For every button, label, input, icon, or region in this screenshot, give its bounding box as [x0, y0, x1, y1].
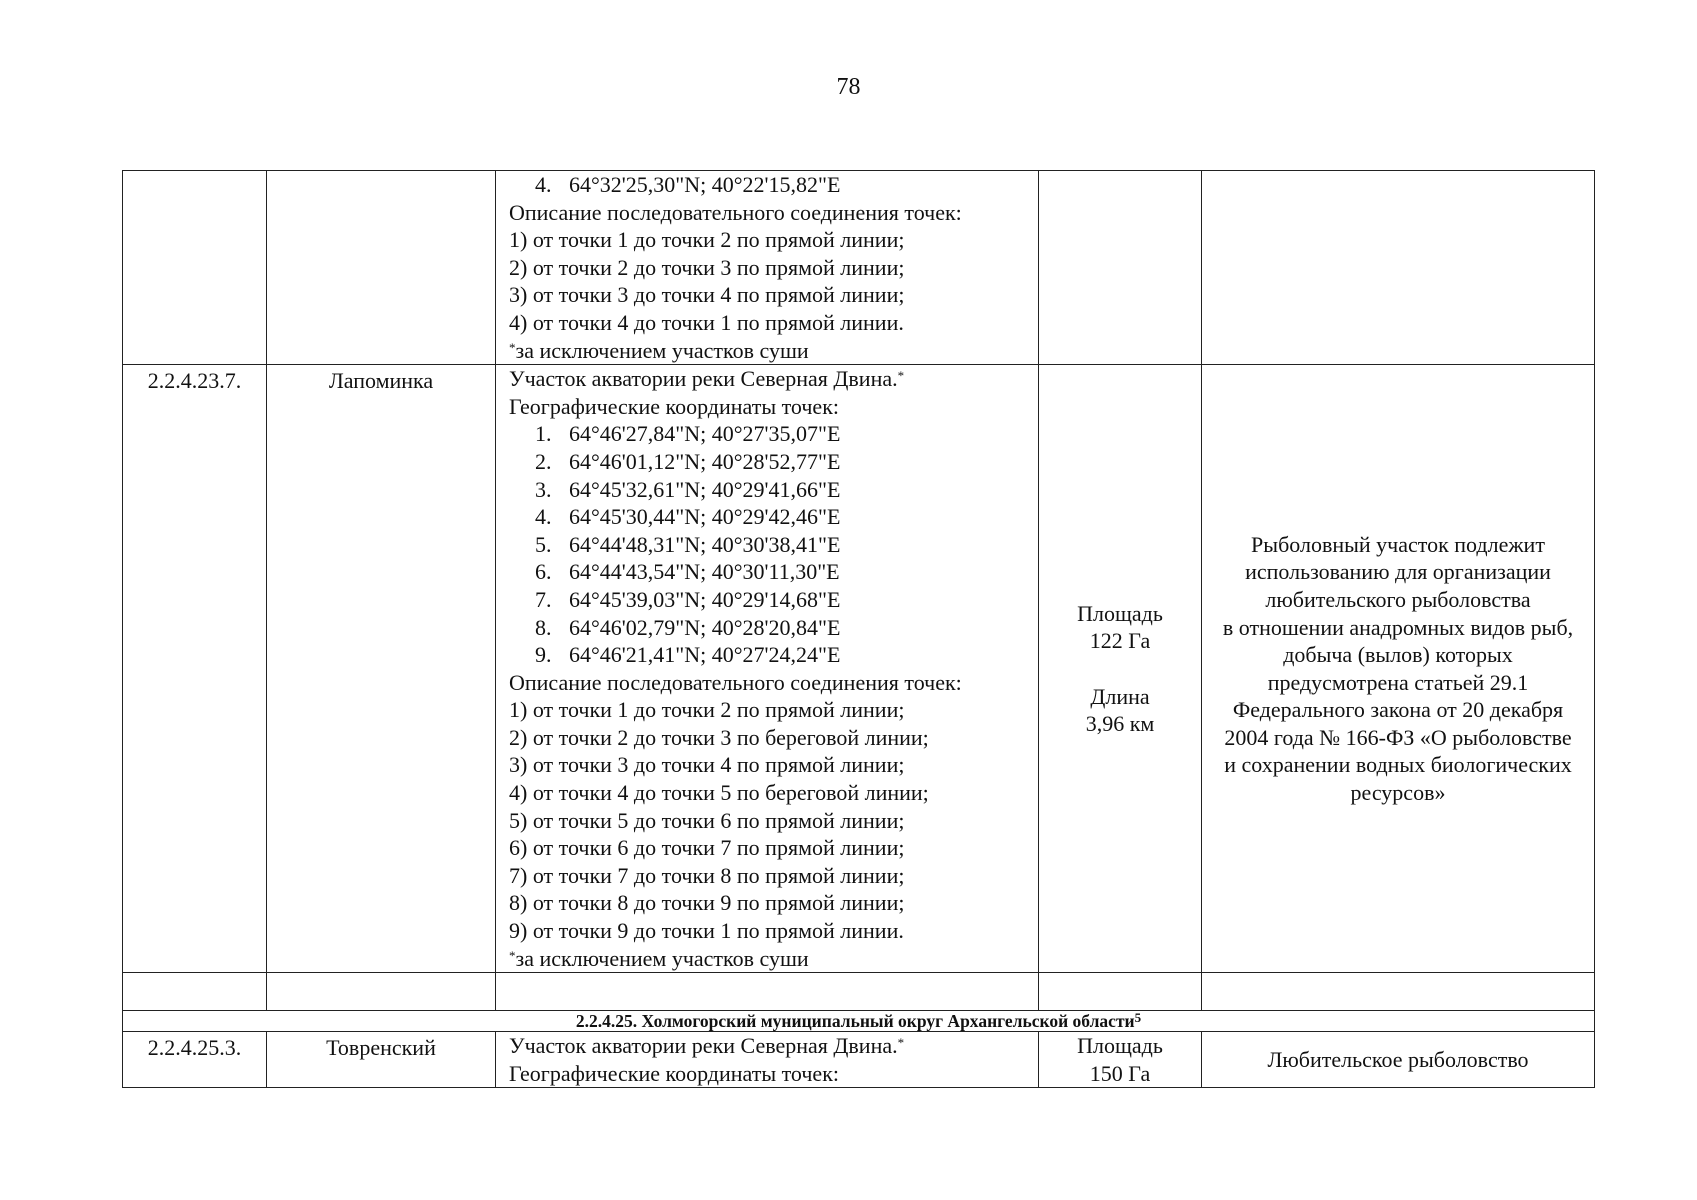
coordinates-header: Географические координаты точек: — [509, 393, 839, 419]
site-name-cell — [267, 171, 496, 365]
area-label: Площадь — [1077, 600, 1163, 626]
connection-item: 4) от точки 4 до точки 1 по прямой линии. — [509, 309, 904, 335]
area-label: Площадь — [1077, 1033, 1163, 1059]
fishing-sites-table — [122, 170, 1595, 1088]
purpose-line: и сохранении водных биологических — [1224, 752, 1572, 778]
area-cell — [1039, 171, 1202, 365]
purpose-line: Рыболовный участок подлежит — [1251, 531, 1545, 557]
connection-item: 2) от точки 2 до точки 3 по прямой линии; — [509, 254, 905, 280]
length-value: 3,96 км — [1085, 711, 1155, 737]
purpose-line: в отношении анадромных видов рыб, — [1222, 614, 1574, 640]
purpose-cell — [1202, 365, 1595, 973]
area-cell — [1039, 1032, 1202, 1088]
site-description: Участок акватории реки Северная Двина.* — [509, 366, 905, 392]
connection-item: 9) от точки 9 до точки 1 по прямой линии. — [509, 918, 904, 944]
connection-header: Описание последовательного соединения точек: — [509, 669, 962, 695]
coordinate-item: 5. 64°44'48,31"N; 40°30'38,41"E — [535, 531, 841, 557]
coordinate-item: 3. 64°45'32,61"N; 40°29'41,66"E — [535, 476, 841, 502]
coordinate-item: 6. 64°44'43,54"N; 40°30'11,30"E — [535, 559, 840, 585]
row-number-cell: 2.2.4.25.3. — [123, 1032, 267, 1088]
row-number-cell — [123, 171, 267, 365]
table-row-empty — [123, 973, 1595, 1011]
description-cell — [496, 1032, 1039, 1088]
table-row-tovrensky — [123, 1032, 1595, 1088]
coordinate-item: 1. 64°46'27,84"N; 40°27'35,07"E — [535, 421, 841, 447]
empty-cell — [496, 973, 1039, 1011]
empty-cell — [123, 973, 267, 1011]
purpose-line: предусмотрена статьей 29.1 — [1267, 669, 1529, 695]
connection-header: Описание последовательного соединения точек: — [509, 199, 962, 225]
empty-cell — [1039, 973, 1202, 1011]
table-row-continuation — [123, 171, 1595, 365]
purpose-line: использованию для организации — [1245, 559, 1551, 585]
site-name-cell: Товренский — [267, 1032, 496, 1088]
section-header-row — [123, 1011, 1595, 1032]
section-title: 2.2.4.25. Холмогорский муниципальный округ Архангельской области$^5$ — [123, 1011, 1595, 1032]
purpose-line: любительского рыболовства — [1265, 586, 1531, 612]
connection-item: 2) от точки 2 до точки 3 по береговой линии; — [509, 724, 929, 750]
description-cell — [496, 365, 1039, 973]
connection-item: 3) от точки 3 до точки 4 по прямой линии; — [509, 752, 905, 778]
description-cell — [496, 171, 1039, 365]
purpose-line: добыча (вылов) которых — [1283, 642, 1513, 668]
connection-item: 5) от точки 5 до точки 6 по прямой линии; — [509, 807, 905, 833]
row-number-cell: 2.2.4.23.7. — [123, 365, 267, 973]
connection-item: 3) от точки 3 до точки 4 по прямой линии; — [509, 282, 905, 308]
table-row-lapominka — [123, 365, 1595, 973]
purpose-line: Федерального закона от 20 декабря — [1232, 697, 1564, 723]
area-value: 150 Га — [1089, 1060, 1151, 1086]
length-label: Длина — [1090, 683, 1150, 709]
purpose-line: ресурсов» — [1350, 780, 1446, 806]
coordinate-item: 7. 64°45'39,03"N; 40°29'14,68"E — [535, 586, 841, 612]
purpose-cell — [1202, 171, 1595, 365]
connection-item: 1) от точки 1 до точки 2 по прямой линии; — [509, 227, 905, 253]
footnote-exclusion: *за исключением участков суши — [509, 337, 809, 363]
coordinates-header: Географические координаты точек: — [509, 1060, 839, 1086]
page-number: 78 — [836, 74, 861, 100]
coordinate-item: 2. 64°46'01,12"N; 40°28'52,77"E — [535, 448, 841, 474]
site-name-cell: Лапоминка — [267, 365, 496, 973]
footnote-exclusion: *за исключением участков суши — [509, 945, 809, 971]
coordinate-item: 8. 64°46'02,79"N; 40°28'20,84"E — [535, 614, 841, 640]
connection-item: 1) от точки 1 до точки 2 по прямой линии; — [509, 697, 905, 723]
purpose-line: 2004 года № 166-ФЗ «О рыболовстве — [1224, 724, 1572, 750]
coordinate-item: 4. 64°32'25,30"N; 40°22'15,82"E — [535, 172, 841, 197]
connection-item: 6) от точки 6 до точки 7 по прямой линии; — [509, 835, 905, 861]
empty-cell — [1202, 973, 1595, 1011]
area-value: 122 Га — [1089, 628, 1151, 654]
site-description: Участок акватории реки Северная Двина.* — [509, 1033, 905, 1059]
connection-item: 4) от точки 4 до точки 5 по береговой линии; — [509, 780, 929, 806]
empty-cell — [267, 973, 496, 1011]
purpose-cell: Любительское рыболовство — [1202, 1032, 1595, 1088]
connection-item: 7) от точки 7 до точки 8 по прямой линии; — [509, 862, 905, 888]
coordinate-item: 4. 64°45'30,44"N; 40°29'42,46"E — [535, 504, 841, 530]
area-cell — [1039, 365, 1202, 973]
connection-item: 8) от точки 8 до точки 9 по прямой линии; — [509, 890, 905, 916]
coordinate-item: 9. 64°46'21,41"N; 40°27'24,24"E — [535, 642, 841, 668]
